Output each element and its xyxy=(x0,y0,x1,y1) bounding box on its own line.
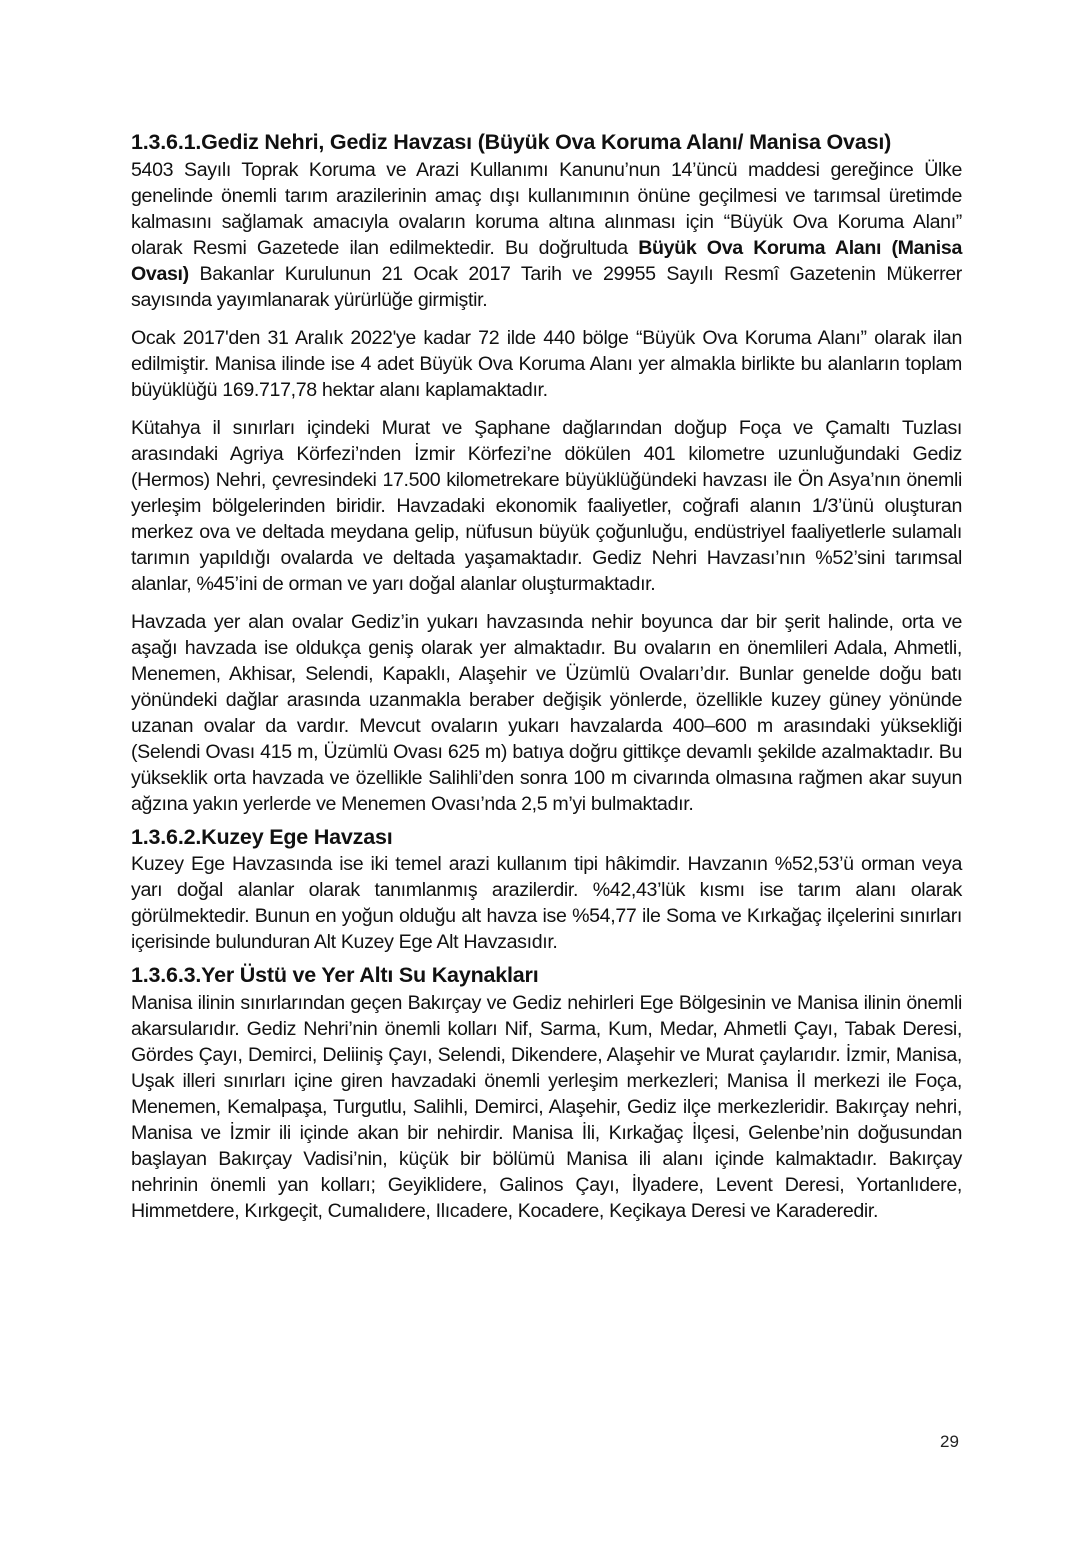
page-number: 29 xyxy=(940,1432,959,1451)
section-heading: 1.3.6.2.Kuzey Ege Havzası xyxy=(131,824,393,849)
paragraph-kuzey-ege: Kuzey Ege Havzasında ise iki temel arazi kullanım tipi hâkimdir. Havzanın %52,53’ü orman veya yarı doğal alanlar olarak tanımlanmış arazilerdir. %42,43’lük kısmı ise tarım alanı olarak görülmektedir. Bunun en yoğun olduğu alt havza ise %54,77 ile Soma ve Kırkağaç ilçelerini sınırları içerisinde bulunduran Alt Kuzey Ege Alt Havzasıdır. xyxy=(131,853,962,953)
paragraph-text: 5403 Sayılı Toprak Koruma ve Arazi Kullanımı Kanunu’nun 14’üncü maddesi gereğince Ülke genelinde önemli tarım arazilerinin amaç dışı kullanımının önüne geçilmesi ve tarımsal üretimde kalmasını sağlamak amacıyla ovaların koruma altına alınması için “Büyük Ova Koruma Alanı” olarak Resmi Gazetede ilan edilmektedir. Bu doğrultuda xyxy=(131,158,962,259)
section-heading: 1.3.6.3.Yer Üstü ve Yer Altı Su Kaynakları xyxy=(131,963,539,987)
paragraph-su-kaynaklari: Manisa ilinin sınırlarından geçen Bakırçay ve Gediz nehirleri Ege Bölgesinin ve Manisa ilinin önemli akarsularıdır. Gediz Nehri’nin önemli kolları Nif, Sarma, Kum, Medar, Ahmetli Çayı, Tabak Deresi, Gördes Çayı, Demirci, Deliiniş Çayı, Selendi, Dikendere, Alaşehir ve Murat çaylarıdır. İzmir, Manisa, Uşak illeri sınırları içine giren havzadaki önemli yerleşim merkezleri; Manisa İl merkezi ile Foça, Menemen, Kemalpaşa, Turgutlu, Salihli, Demirci, Alaşehir, Gediz ilçe merkezleridir. Bakırçay nehri, Manisa ve İzmir ili içinde akan bir nehirdir. Manisa İli, Kırkağaç İlçesi, Gelenbe’nin doğusundan başlayan Bakırçay Vadisi’nin, küçük bir bölümü Manisa ili alanı içinde kalmaktadır. Bakırçay nehrinin önemli yan kolları; Geyiklidere, Galinos Çayı, İlyadere, Levent Deresi, Yortanlıdere, Himmetdere, Kırkgeçit, Cumalıdere, Ilıcadere, Kocadere, Keçikaya Deresi ve Karaderedir. xyxy=(131,991,962,1222)
paragraph-gediz-description: Kütahya il sınırları içindeki Murat ve Şaphane dağlarından doğup Foça ve Çamaltı Tuzlası arasındaki Agriya Körfezi’nden İzmir Körfezi’ne dökülen 401 kilometre uzunluğundaki Gediz (Hermos) Nehri, çevresindeki 17.500 kilometrekare büyüklüğündeki havzası ile Ön Asya’nın önemli yerleşim bölgelerinden biridir. Havzadaki ekonomik faaliyetler, coğrafi alanın 1/3’ünü oluşturan merkez ova ve deltada meydana gelip, nüfusun büyük çoğunluğu, endüstriyel faaliyetlerle sulamalı tarımın yapıldığı ovalarda ve deltada yaşamaktadır. Gediz Nehri Havzası’nın %52’sini tarımsal alanlar, %45’ini de orman ve yarı doğal alanlar oluşturmaktadır. xyxy=(131,416,962,595)
paragraph-text: Bakanlar Kurulunun 21 Ocak 2017 Tarih ve 29955 Sayılı Resmî Gazetenin Mükerrer sayısında yayımlanarak yürürlüğe girmiştir. xyxy=(131,262,962,311)
paragraph-buyuk-ova xyxy=(131,157,962,313)
section-heading: 1.3.6.1.Gediz Nehri, Gediz Havzası (Büyük Ova Koruma Alanı/ Manisa Ovası) xyxy=(131,130,892,154)
bold-term: Büyük Ova Koruma Alanı (Manisa Ovası) xyxy=(131,236,962,285)
paragraph-ovalar: Havzada yer alan ovalar Gediz’in yukarı havzasında nehir boyunca dar bir şerit halinde, orta ve aşağı havzada ise oldukça geniş olarak yer almaktadır. Bu ovaların en önemlileri Adala, Ahmetli, Menemen, Akhisar, Selendi, Kapaklı, Alaşehir ve Üzümlü Ovaları’dır. Bunlar genelde doğu batı yönündeki dağlar arasında uzanmakla beraber değişik yönlerde, özellikle kuzey güney yönünde uzanan ovalar da vardır. Mevcut ovaların yukarı havzalarda 400–600 m arasındaki yüksekliği (Selendi Ovası 415 m, Üzümlü Ovası 625 m) batıya doğru gittikçe devamlı şekilde azalmaktadır. Bu yükseklik orta havzada ve özellikle Salihli’den sonra 100 m civarında olmasına rağmen akar suyun ağzına yakın yerlerde ve Menemen Ovası’nda 2,5 m’yi bulmaktadır. xyxy=(131,610,962,815)
section-kuzey-ege xyxy=(131,823,962,956)
section-su-kaynaklari xyxy=(131,961,962,1224)
paragraph-ova-koruma-stats: Ocak 2017'den 31 Aralık 2022'ye kadar 72 ilde 440 bölge “Büyük Ova Koruma Alanı” olarak ilan edilmiştir. Manisa ilinde ise 4 adet Büyük Ova Koruma Alanı yer almakla birlikte bu alanların toplam büyüklüğü 169.717,78 hektar alanı kaplamaktadır. xyxy=(131,326,962,401)
section-gediz-nehri xyxy=(131,128,962,817)
document-page xyxy=(131,128,962,1224)
